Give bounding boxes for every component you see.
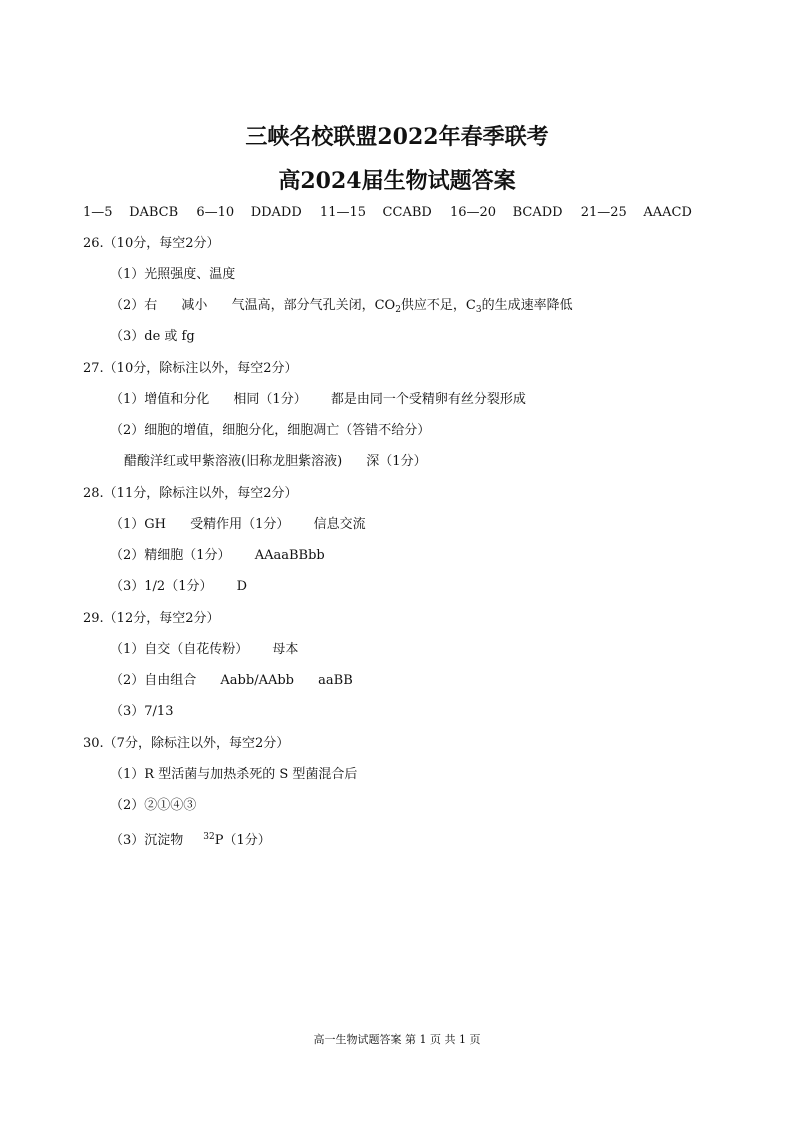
q27-a1-part1: （1）增值和分化 — [110, 392, 210, 407]
mcq-range-4: 16—20 — [449, 205, 497, 220]
page-title: 三峡名校联盟2022年春季联考 — [245, 124, 549, 150]
q26-answer-3: （3）de 或 fg — [110, 329, 195, 344]
page-subtitle: 高2024届生物试题答案 — [278, 168, 516, 194]
q26-a2-part2: 减小 — [181, 298, 208, 313]
q29-answer-1 — [110, 641, 298, 659]
q29-a2-part2: Aabb/AAbb — [220, 673, 295, 688]
q29-a2-part1: （2）自由组合 — [110, 673, 197, 688]
q29-a1-part1: （1）自交（自花传粉） — [110, 642, 249, 657]
q27-answer-2: （2）细胞的增值，细胞分化，细胞凋亡（答错不给分） — [110, 423, 431, 438]
q27-a1-part2: 相同（1分） — [233, 392, 307, 407]
q30-a3-part2: P（1分） — [214, 833, 271, 848]
mcq-range-3: 11—15 — [319, 205, 367, 220]
mcq-answers-3: CCABD — [382, 205, 432, 220]
q29-answer-3: （3）7/13 — [110, 704, 174, 719]
q30-header: 30.（7分，除标注以外，每空2分） — [83, 736, 290, 751]
q28-a2-part2: AAaaBBbb — [254, 548, 325, 563]
q26-header: 26.（10分，每空2分） — [83, 236, 220, 251]
q26-a2-part4: 供应不足，C — [400, 298, 476, 313]
page-footer: 高一生物试题答案 第 1 页 共 1 页 — [313, 1033, 481, 1046]
q28-answer-2 — [110, 547, 325, 565]
mcq-answers-1: DABCB — [129, 205, 179, 220]
q26-a2-sub2: 3 — [475, 305, 482, 315]
mcq-range-1: 1—5 — [83, 205, 113, 220]
q28-answer-1 — [110, 516, 366, 534]
q26-a2-part5: 的生成速率降低 — [481, 298, 573, 313]
q26-a2-sub1: 2 — [395, 305, 401, 315]
q27-header: 27.（10分，除标注以外，每空2分） — [83, 361, 298, 376]
q30-answer-3 — [110, 828, 271, 850]
mcq-range-5: 21—25 — [580, 205, 627, 220]
q28-a3-part1: （3）1/2（1分） — [110, 579, 213, 594]
q28-a2-part1: （2）精细胞（1分） — [110, 548, 231, 563]
mcq-answers-4: BCADD — [512, 205, 563, 220]
q26-answer-1: （1）光照强度、温度 — [110, 267, 236, 282]
q27-a1-part3: 都是由同一个受精卵有丝分裂形成 — [330, 392, 526, 407]
mcq-answers-2: DDADD — [250, 205, 302, 220]
q26-answer-2 — [110, 297, 573, 319]
q28-a1-part2: 受精作用（1分） — [190, 517, 290, 532]
q30-answer-2: （2）②①④③ — [110, 798, 197, 813]
q29-header: 29.（12分，每空2分） — [83, 611, 220, 626]
q30-answer-1: （1）R 型活菌与加热杀死的 S 型菌混合后 — [110, 767, 358, 782]
mcq-answers-5: AAACD — [643, 205, 692, 220]
q28-a1-part3: 信息交流 — [313, 517, 366, 532]
mcq-answer-row — [83, 204, 692, 222]
mcq-range-2: 6—10 — [196, 205, 235, 220]
q26-a2-part1: （2）右 — [110, 298, 158, 313]
q29-answer-2 — [110, 672, 353, 690]
q28-answer-3 — [110, 578, 247, 596]
q30-a3-superscript: 32 — [203, 832, 215, 842]
q28-header: 28.（11分，除标注以外，每空2分） — [83, 486, 298, 501]
q27-a2b-part2: 深（1分） — [366, 454, 427, 469]
q27-a2b-part1: 醋酸洋红或甲紫溶液(旧称龙胆紫溶液) — [124, 454, 343, 469]
q28-a1-part1: （1）GH — [110, 517, 166, 532]
q30-a3-part1: （3）沉淀物 — [110, 833, 184, 848]
q27-answer-2b — [124, 453, 427, 471]
q27-answer-1 — [110, 391, 526, 409]
q29-a1-part2: 母本 — [272, 642, 299, 657]
q26-a2-part3: 气温高，部分气孔关闭，CO — [231, 298, 396, 313]
q28-a3-part2: D — [236, 579, 248, 594]
q29-a2-part3: aaBB — [318, 673, 353, 688]
